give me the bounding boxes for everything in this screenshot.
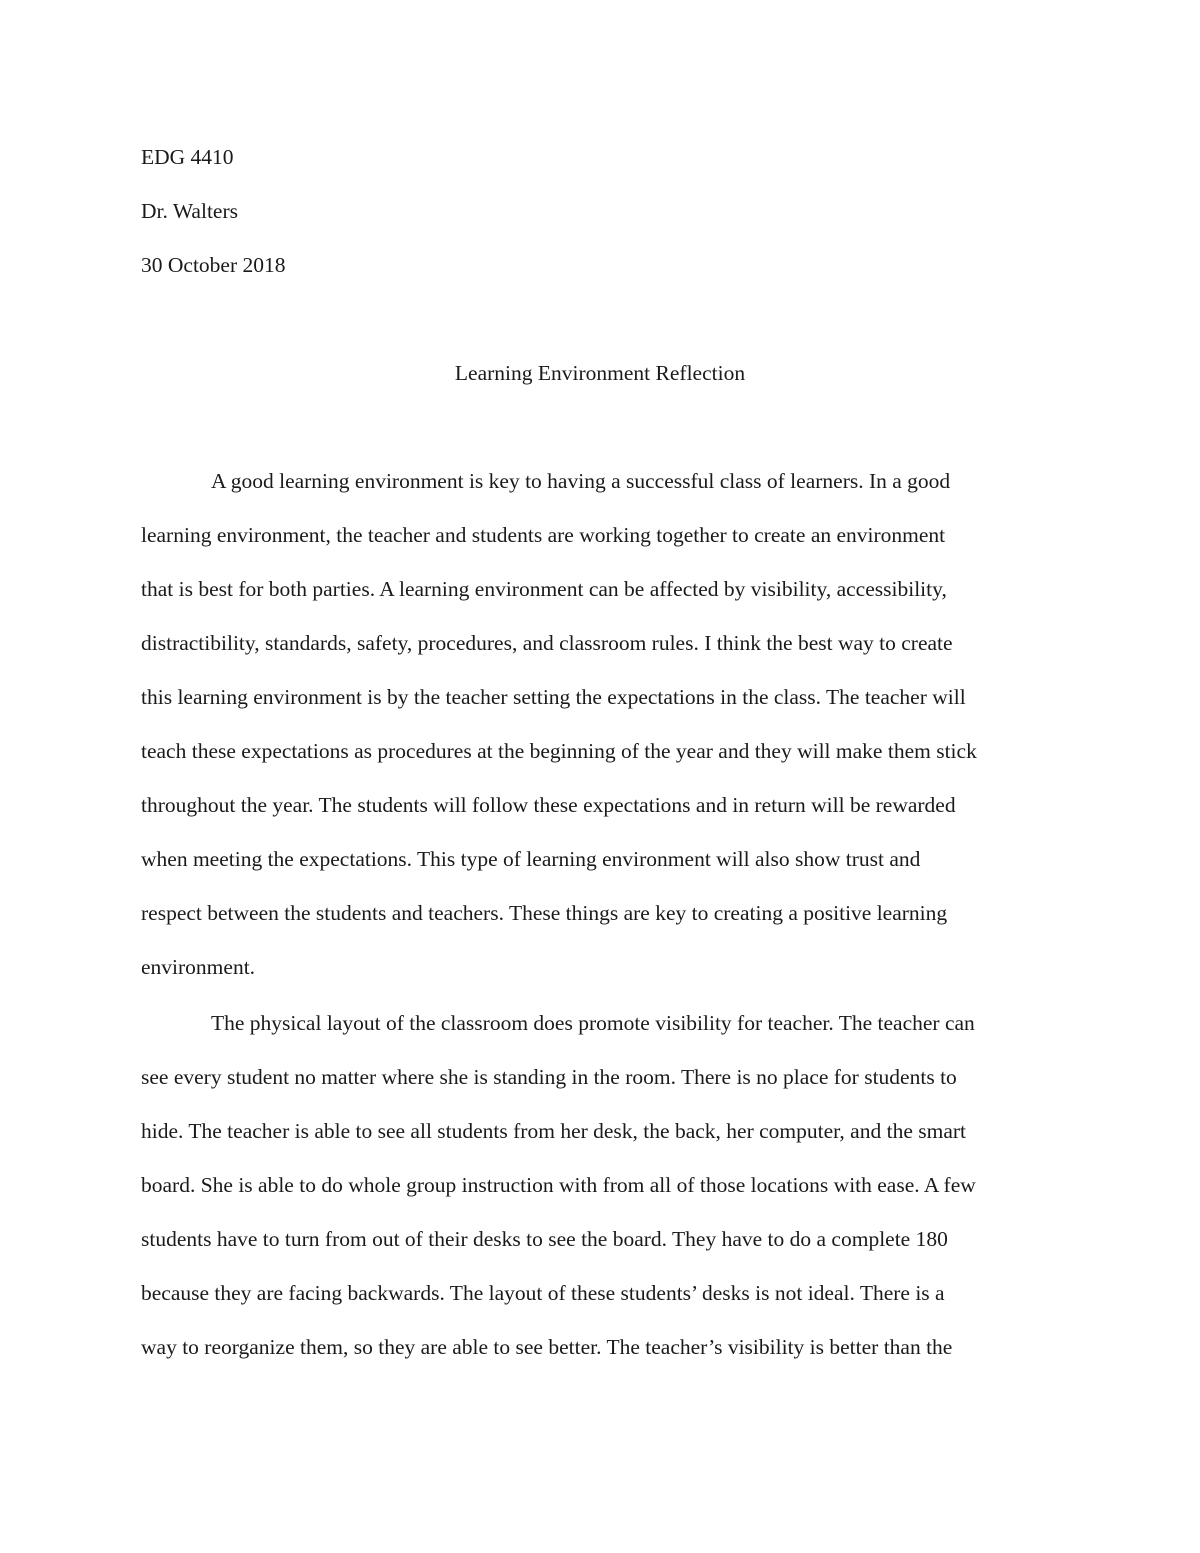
course-line: EDG 4410	[141, 145, 234, 169]
body-line: this learning environment is by the teacher setting the expectations in the class. The teacher will	[141, 685, 966, 709]
body-line: distractibility, standards, safety, procedures, and classroom rules. I think the best way to create	[141, 631, 953, 655]
body-line: respect between the students and teachers. These things are key to creating a positive learning	[141, 901, 948, 925]
body-line: board. She is able to do whole group instruction with from all of those locations with ease. A few	[141, 1173, 976, 1197]
body-line: see every student no matter where she is standing in the room. There is no place for students to	[141, 1065, 957, 1089]
body-line: teach these expectations as procedures at the beginning of the year and they will make them stick	[141, 739, 977, 763]
body-line: that is best for both parties. A learning environment can be affected by visibility, accessibility,	[141, 577, 947, 601]
instructor-line: Dr. Walters	[141, 199, 238, 223]
document-title: Learning Environment Reflection	[454, 361, 746, 385]
body-line: environment.	[141, 955, 256, 979]
body-line: A good learning environment is key to having a successful class of learners. In a good	[211, 469, 951, 493]
body-line: because they are facing backwards. The layout of these students’ desks is not ideal. There is a	[141, 1281, 945, 1305]
body-line: when meeting the expectations. This type of learning environment will also show trust and	[141, 847, 921, 871]
body-line: way to reorganize them, so they are able to see better. The teacher’s visibility is better than the	[141, 1335, 953, 1359]
date-line: 30 October 2018	[141, 253, 286, 277]
body-line: throughout the year. The students will follow these expectations and in return will be rewarded	[141, 793, 956, 817]
body-line: The physical layout of the classroom does promote visibility for teacher. The teacher can	[211, 1011, 975, 1035]
body-line: learning environment, the teacher and students are working together to create an environment	[141, 523, 946, 547]
body-line: students have to turn from out of their desks to see the board. They have to do a complete 180	[141, 1227, 948, 1251]
body-line: hide. The teacher is able to see all students from her desk, the back, her computer, and the smart	[141, 1119, 967, 1143]
